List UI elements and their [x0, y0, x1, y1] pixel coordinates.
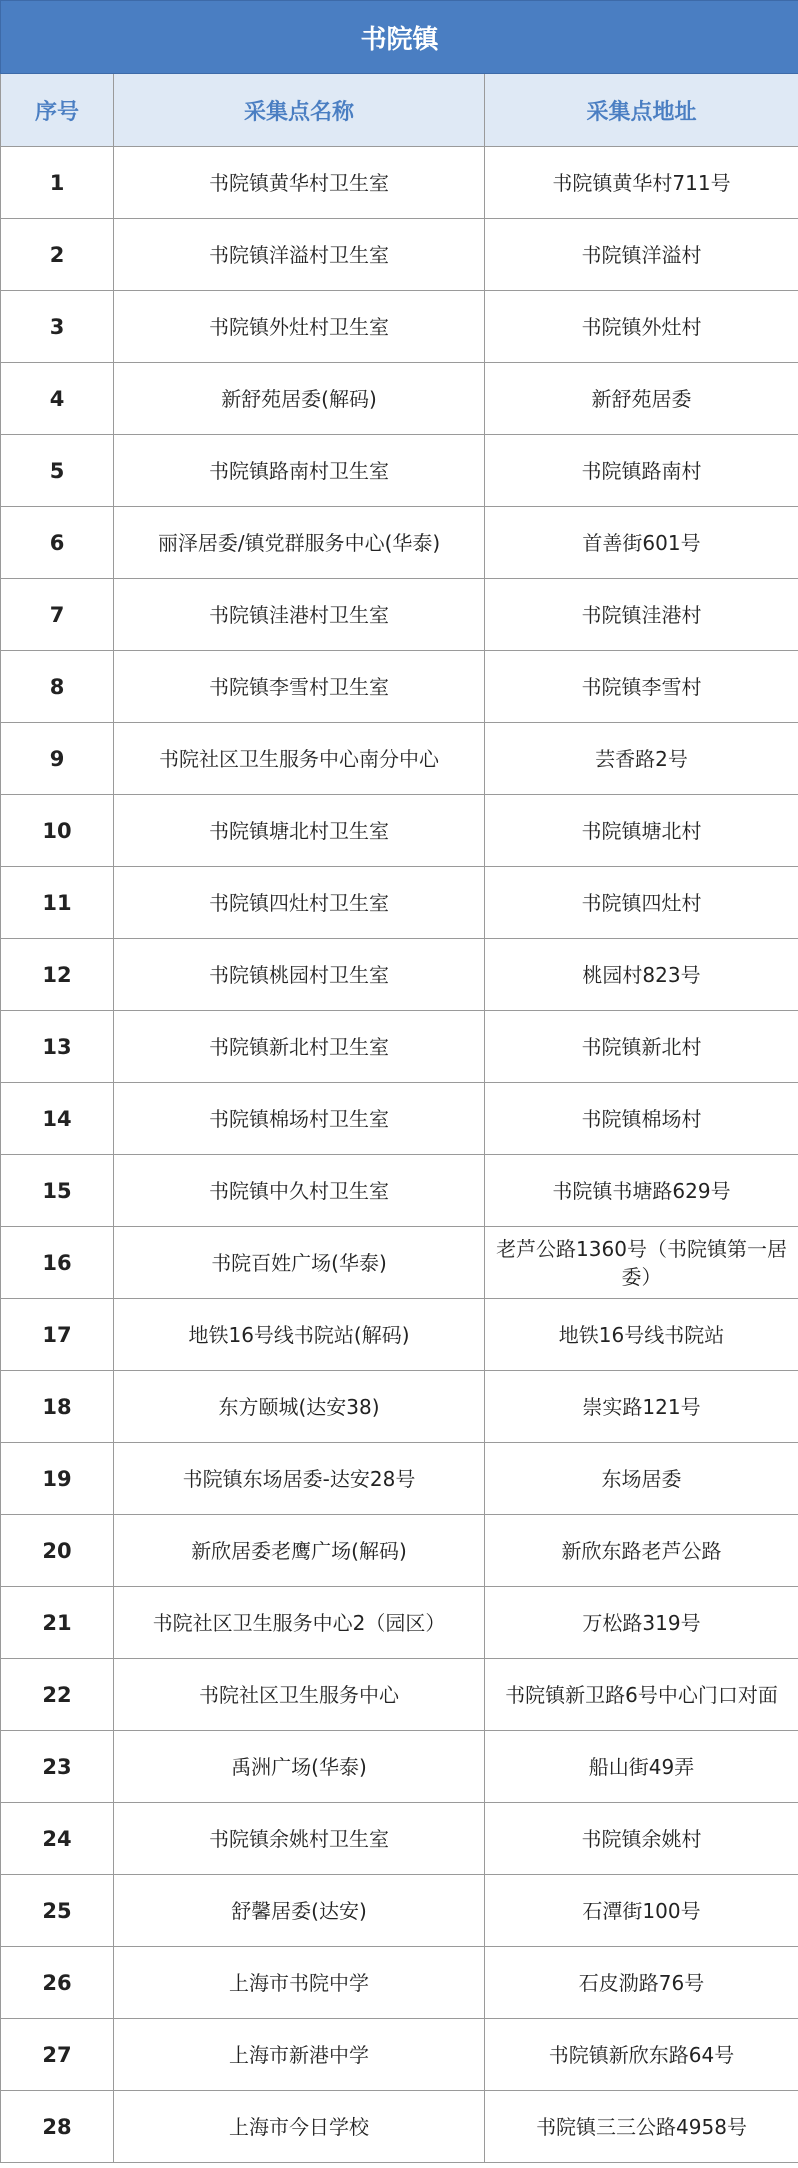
row-point-name: 书院社区卫生服务中心	[114, 1659, 485, 1731]
table-row	[1, 1587, 798, 1659]
row-point-name: 书院镇李雪村卫生室	[114, 651, 485, 723]
row-point-address: 书院镇余姚村	[485, 1803, 798, 1875]
row-number: 21	[1, 1587, 114, 1659]
table-row	[1, 1659, 798, 1731]
table-row	[1, 939, 798, 1011]
table-row	[1, 1875, 798, 1947]
row-point-address: 老芦公路1360号（书院镇第一居委）	[485, 1227, 798, 1299]
table-row	[1, 1443, 798, 1515]
row-point-address: 书院镇新北村	[485, 1011, 798, 1083]
title-row	[1, 1, 798, 74]
row-point-address: 书院镇洼港村	[485, 579, 798, 651]
table-row	[1, 1515, 798, 1587]
row-number: 19	[1, 1443, 114, 1515]
table-row	[1, 363, 798, 435]
row-point-name: 上海市今日学校	[114, 2091, 485, 2163]
row-point-name: 书院镇东场居委-达安28号	[114, 1443, 485, 1515]
row-number: 18	[1, 1371, 114, 1443]
row-point-address: 万松路319号	[485, 1587, 798, 1659]
table-body	[1, 147, 798, 2163]
row-point-name: 东方颐城(达安38)	[114, 1371, 485, 1443]
row-point-name: 禹洲广场(华泰)	[114, 1731, 485, 1803]
row-point-name: 上海市书院中学	[114, 1947, 485, 2019]
row-number: 7	[1, 579, 114, 651]
row-point-name: 书院镇外灶村卫生室	[114, 291, 485, 363]
row-point-name: 上海市新港中学	[114, 2019, 485, 2091]
table-row	[1, 1083, 798, 1155]
row-point-name: 书院社区卫生服务中心2（园区）	[114, 1587, 485, 1659]
row-number: 3	[1, 291, 114, 363]
row-number: 5	[1, 435, 114, 507]
row-point-address: 船山街49弄	[485, 1731, 798, 1803]
table-row	[1, 1011, 798, 1083]
row-number: 17	[1, 1299, 114, 1371]
row-point-address: 新舒苑居委	[485, 363, 798, 435]
row-number: 20	[1, 1515, 114, 1587]
table-row	[1, 435, 798, 507]
table-row	[1, 867, 798, 939]
row-number: 25	[1, 1875, 114, 1947]
row-number: 28	[1, 2091, 114, 2163]
table-row	[1, 1299, 798, 1371]
row-point-address: 书院镇书塘路629号	[485, 1155, 798, 1227]
row-point-name: 书院镇塘北村卫生室	[114, 795, 485, 867]
row-number: 22	[1, 1659, 114, 1731]
table-row	[1, 579, 798, 651]
row-number: 16	[1, 1227, 114, 1299]
row-point-address: 石皮泐路76号	[485, 1947, 798, 2019]
table-row	[1, 1155, 798, 1227]
table-row	[1, 795, 798, 867]
row-point-address: 书院镇路南村	[485, 435, 798, 507]
row-number: 24	[1, 1803, 114, 1875]
row-point-name: 书院镇余姚村卫生室	[114, 1803, 485, 1875]
header-row	[1, 74, 798, 147]
row-number: 9	[1, 723, 114, 795]
row-number: 6	[1, 507, 114, 579]
row-point-address: 首善街601号	[485, 507, 798, 579]
row-point-address: 书院镇三三公路4958号	[485, 2091, 798, 2163]
row-point-address: 新欣东路老芦公路	[485, 1515, 798, 1587]
row-point-address: 石潭街100号	[485, 1875, 798, 1947]
row-number: 14	[1, 1083, 114, 1155]
column-header-address: 采集点地址	[485, 74, 798, 147]
row-point-address: 桃园村823号	[485, 939, 798, 1011]
row-point-address: 书院镇新卫路6号中心门口对面	[485, 1659, 798, 1731]
row-point-name: 书院镇新北村卫生室	[114, 1011, 485, 1083]
row-point-name: 书院社区卫生服务中心南分中心	[114, 723, 485, 795]
table-row	[1, 507, 798, 579]
table-row	[1, 1371, 798, 1443]
row-point-address: 芸香路2号	[485, 723, 798, 795]
row-point-name: 书院百姓广场(华泰)	[114, 1227, 485, 1299]
row-number: 15	[1, 1155, 114, 1227]
row-number: 12	[1, 939, 114, 1011]
row-number: 10	[1, 795, 114, 867]
row-number: 11	[1, 867, 114, 939]
table-row	[1, 147, 798, 219]
table-row	[1, 2091, 798, 2163]
row-number: 8	[1, 651, 114, 723]
row-point-name: 新欣居委老鹰广场(解码)	[114, 1515, 485, 1587]
row-point-name: 书院镇中久村卫生室	[114, 1155, 485, 1227]
table-row	[1, 2019, 798, 2091]
row-point-name: 新舒苑居委(解码)	[114, 363, 485, 435]
row-point-address: 书院镇李雪村	[485, 651, 798, 723]
row-number: 13	[1, 1011, 114, 1083]
row-point-name: 书院镇洼港村卫生室	[114, 579, 485, 651]
row-number: 1	[1, 147, 114, 219]
row-number: 2	[1, 219, 114, 291]
table-row	[1, 651, 798, 723]
column-header-number: 序号	[1, 74, 114, 147]
table-row	[1, 1803, 798, 1875]
row-number: 26	[1, 1947, 114, 2019]
row-point-address: 书院镇外灶村	[485, 291, 798, 363]
row-point-address: 崇实路121号	[485, 1371, 798, 1443]
table-row	[1, 291, 798, 363]
column-header-name: 采集点名称	[114, 74, 485, 147]
row-number: 23	[1, 1731, 114, 1803]
table-row	[1, 219, 798, 291]
table-row	[1, 1227, 798, 1299]
row-point-name: 丽泽居委/镇党群服务中心(华泰)	[114, 507, 485, 579]
row-point-name: 书院镇洋溢村卫生室	[114, 219, 485, 291]
row-point-name: 地铁16号线书院站(解码)	[114, 1299, 485, 1371]
row-number: 27	[1, 2019, 114, 2091]
table-title: 书院镇	[1, 1, 798, 74]
table-row	[1, 723, 798, 795]
row-point-name: 书院镇四灶村卫生室	[114, 867, 485, 939]
row-point-address: 地铁16号线书院站	[485, 1299, 798, 1371]
row-point-name: 书院镇桃园村卫生室	[114, 939, 485, 1011]
row-point-address: 书院镇洋溢村	[485, 219, 798, 291]
row-point-name: 书院镇棉场村卫生室	[114, 1083, 485, 1155]
table-row	[1, 1947, 798, 2019]
row-point-address: 书院镇棉场村	[485, 1083, 798, 1155]
row-number: 4	[1, 363, 114, 435]
row-point-address: 书院镇新欣东路64号	[485, 2019, 798, 2091]
row-point-name: 书院镇黄华村卫生室	[114, 147, 485, 219]
row-point-address: 书院镇塘北村	[485, 795, 798, 867]
row-point-name: 舒馨居委(达安)	[114, 1875, 485, 1947]
row-point-name: 书院镇路南村卫生室	[114, 435, 485, 507]
row-point-address: 书院镇黄华村711号	[485, 147, 798, 219]
table-row	[1, 1731, 798, 1803]
row-point-address: 东场居委	[485, 1443, 798, 1515]
row-point-address: 书院镇四灶村	[485, 867, 798, 939]
